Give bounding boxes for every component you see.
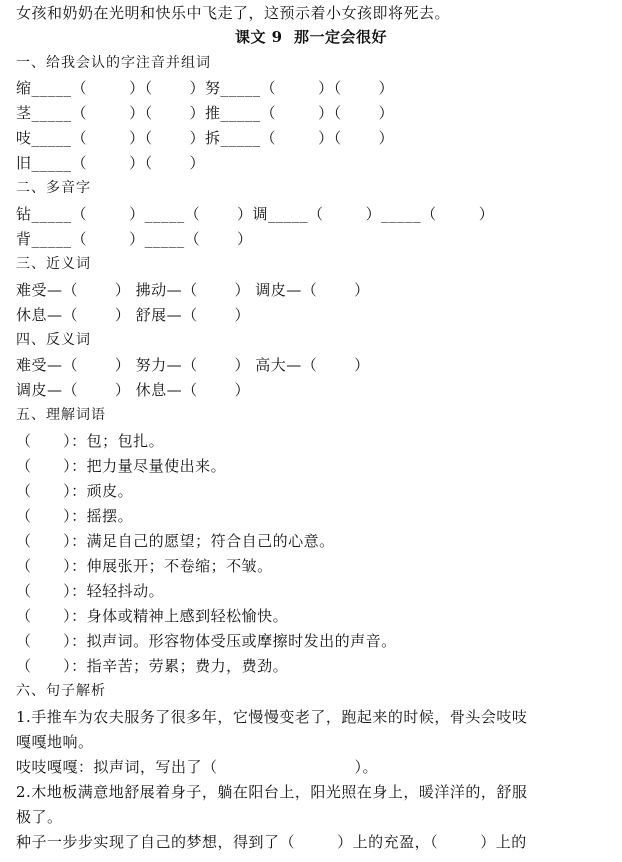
- question-1-line-2: 嘎嘎地响。: [16, 733, 94, 751]
- definition-row: （ ）：顽皮。: [16, 482, 134, 500]
- question-1-line-1: 1.手推车为农夫服务了很多年，它慢慢变老了，跑起来的时候，骨头会吱吱: [16, 708, 528, 726]
- definition-row: （ ）：身体或精神上感到轻松愉快。: [16, 607, 289, 625]
- definition-row: （ ）：把力量尽量使出来。: [16, 457, 227, 475]
- section-2-heading: 二、多音字: [16, 180, 91, 196]
- section-4-row: 难受—（ ） 努力—（ ） 高大—（ ）: [16, 356, 370, 374]
- definition-row: （ ）：拟声词。形容物体受压或摩擦时发出的声音。: [16, 632, 397, 650]
- section-3-row: 休息—（ ） 舒展—（ ）: [16, 306, 251, 324]
- question-2-line-1: 2.木地板满意地舒展着身子，躺在阳台上，阳光照在身上，暖洋洋的，舒服: [16, 783, 528, 801]
- section-2-row: 背_____（ ）_____（ ）: [16, 230, 253, 248]
- intro-sentence: 女孩和奶奶在光明和快乐中飞走了，这预示着小女孩即将死去。: [16, 4, 451, 22]
- section-6-heading: 六、句子解析: [16, 683, 106, 699]
- definition-row: （ ）：伸展张开；不卷缩；不皱。: [16, 557, 273, 575]
- section-5-heading: 五、理解词语: [16, 407, 106, 423]
- definition-row: （ ）：指辛苦；劳累；费力，费劲。: [16, 657, 289, 675]
- definition-row: （ ）：摇摆。: [16, 507, 134, 525]
- section-4-heading: 四、反义词: [16, 332, 91, 348]
- section-3-row: 难受—（ ） 拂动—（ ） 调皮—（ ）: [16, 281, 370, 299]
- question-2-line-2: 极了。: [16, 808, 63, 826]
- section-3-heading: 三、近义词: [16, 256, 91, 272]
- section-1-row: 缩_____（ ）（ ）努_____（ ）（ ）: [16, 79, 395, 97]
- section-1-heading: 一、给我会认的字注音并组词: [16, 55, 211, 71]
- definition-row: （ ）：轻轻抖动。: [16, 582, 165, 600]
- definition-row: （ ）：满足自己的愿望；符合自己的心意。: [16, 532, 335, 550]
- section-1-row: 吱_____（ ）（ ）拆_____（ ）（ ）: [16, 129, 395, 147]
- lesson-title: 课文 9 那一定会很好: [234, 28, 388, 46]
- section-4-row: 调皮—（ ） 休息—（ ）: [16, 381, 251, 399]
- question-1-answer-line: 吱吱嘎嘎：拟声词，写出了（ ）。: [16, 758, 378, 776]
- section-1-row: 旧_____（ ）（ ）: [16, 154, 206, 172]
- definition-row: （ ）：包；包扎。: [16, 432, 165, 450]
- section-1-row: 茎_____（ ）（ ）推_____（ ）（ ）: [16, 104, 395, 122]
- question-2-answer-line: 种子一步步实现了自己的梦想，得到了（ ）上的充盈，（ ）上的: [16, 833, 527, 851]
- section-2-row: 钻_____（ ）_____（ ）调_____（ ）_____（ ）: [16, 205, 495, 223]
